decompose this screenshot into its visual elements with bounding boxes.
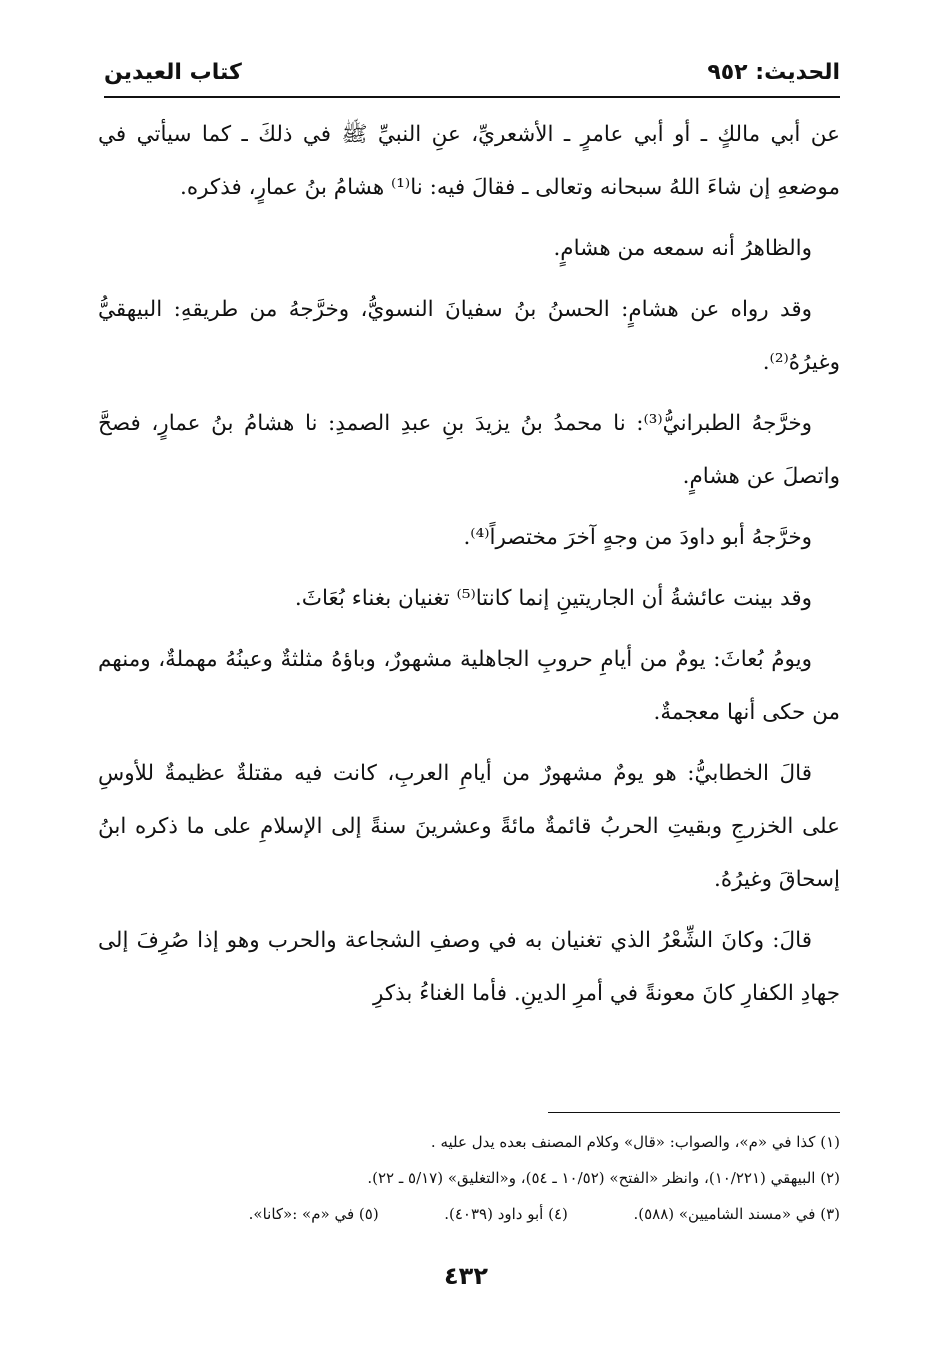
footnote-1: (١) كذا في «م»، والصواب: «قال» وكلام المصنف بعده يدل عليه . — [430, 1133, 840, 1151]
paragraph: عن أبي مالكٍ ـ أو أبي عامرٍ ـ الأشعريِّ، عنِ النبيِّ ﷺ في ذلكَ ـ كما سيأتي في موضعهِ إن شاءَ اللهُ سبحانه وتعالى ـ فقالَ فيه: نا⁽¹⁾ هشامُ بنُ عمارٍ، فذكره. — [98, 122, 840, 200]
header-divider — [104, 96, 840, 98]
paragraph: قالَ الخطابيُّ: هو يومٌ مشهورٌ من أيامِ العربِ، كانت فيه مقتلةٌ عظيمةٌ للأوسِ على الخزرجِ وبقيتِ الحربُ قائمةٌ مائةً وعشرينَ سنةً إلى الإسلامِ على ما ذكره ابنُ إسحاقَ وغيرُهُ. — [98, 761, 840, 892]
paragraph: وقد بينت عائشةُ أن الجاريتينِ إنما كانتا⁽⁵⁾ تغنيان بغناء بُعَاثَ. — [294, 586, 812, 611]
footnote-row-3 — [98, 1196, 840, 1232]
main-text — [98, 108, 840, 1028]
paragraph: والظاهرُ أنه سمعه من هشامٍ. — [553, 236, 812, 261]
paragraph: وخرَّجهُ الطبرانيُّ⁽³⁾: نا محمدُ بنُ يزيدَ بنِ عبدِ الصمدِ: نا هشامُ بنُ عمارٍ، فصحَّ واتصلَ عن هشامٍ. — [98, 411, 840, 489]
paragraph: وخرَّجهُ أبو داودَ من وجهٍ آخرَ مختصراً⁽⁴⁾. — [463, 525, 812, 550]
footnotes — [98, 1124, 840, 1232]
paragraph: ويومُ بُعاثَ: يومٌ من أيامِ حروبِ الجاهلية مشهورٌ، وباؤهُ مثلثةٌ وعينُهُ مهملةٌ، ومنهم من حكى أنها معجمةٌ. — [98, 647, 840, 725]
hadith-number-label: الحديث: ٩٥٢ — [707, 60, 840, 85]
paragraph: قالَ: وكانَ الشِّعْرُ الذي تغنيان به في وصفِ الشجاعة والحرب وهو إذا صُرِفَ إلى جهادِ الكفارِ كانَ معونةً في أمرِ الدينِ. فأما الغناءُ بذكرِ — [98, 928, 840, 1006]
page-number: ٤٣٢ — [444, 1262, 488, 1290]
footnote-3: (٣) في «مسند الشاميين» (٥٨٨). — [633, 1205, 840, 1223]
footnote-5: (٥) في «م» :«كانا». — [248, 1205, 379, 1223]
footnote-4: (٤) أبو داود (٤٠٣٩). — [444, 1205, 568, 1223]
footnote-2: (٢) البيهقي (١٠/٢٢١)، وانظر «الفتح» (١٠/٥٢ ـ ٥٤)، و«التغليق» (٥/١٧ ـ ٢٢). — [367, 1169, 840, 1187]
book-title: كتاب العيدين — [104, 60, 242, 85]
footnote-divider — [548, 1112, 840, 1113]
paragraph: وقد رواه عن هشامٍ: الحسنُ بنُ سفيانَ النسويُّ، وخرَّجهُ من طريقهِ: البيهقيُّ وغيرُهُ⁽²⁾. — [98, 297, 840, 375]
running-header — [104, 56, 840, 96]
